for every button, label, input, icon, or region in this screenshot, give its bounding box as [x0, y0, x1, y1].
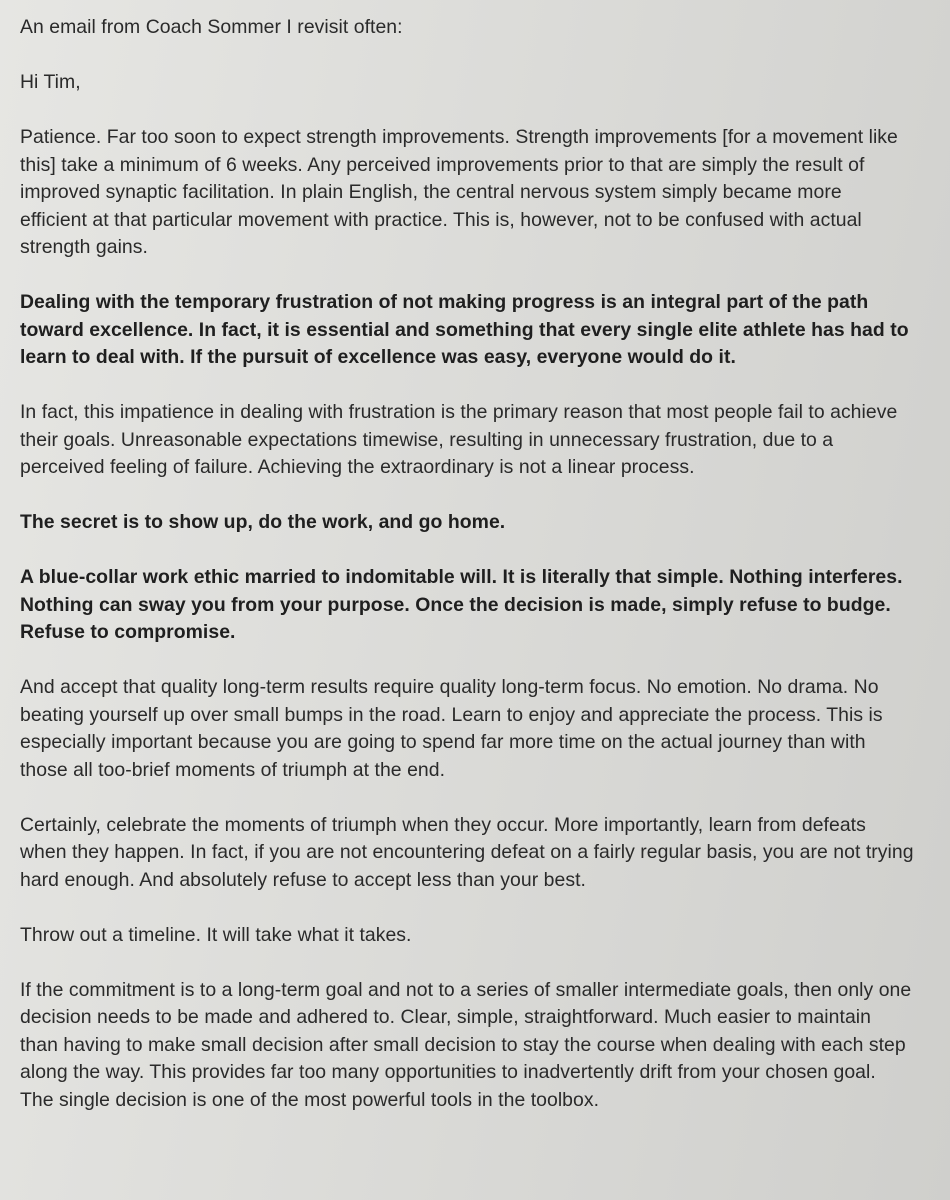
paragraph-secret-bold: The secret is to show up, do the work, and go home. — [20, 511, 506, 533]
paragraph-work-ethic-bold: A blue-collar work ethic married to indomitable will. It is literally that simple. Nothing interferes. Nothing can sway you from your purpose. Once the decision is made, simply refuse to budge. Refuse to compromise. — [20, 566, 903, 643]
paragraph-frustration-bold: Dealing with the temporary frustration of not making progress is an integral part of the path toward excellence. In fact, it is essential and something that every single elite athlete has had to learn to deal with. If the pursuit of excellence was easy, everyone would do it. — [20, 291, 909, 368]
paragraph-impatience: In fact, this impatience in dealing with frustration is the primary reason that most people fail to achieve their goals. Unreasonable expectations timewise, resulting in unnecessary frustration, due to a perceived feeling of failure. Achieving the extraordinary is not a linear process. — [20, 401, 898, 478]
paragraph-commitment: If the commitment is to a long-term goal and not to a series of smaller intermediate goals, then only one decision needs to be made and adhered to. Clear, simple, straightforward. Much easier to maintain than having to make small decision after small decision to stay the course when dealing with each step along the way. This provides far too many opportunities to inadvertently drift from your chosen goal. The single decision is one of the most powerful tools in the toolbox. — [20, 978, 912, 1111]
intro-line: An email from Coach Sommer I revisit often: — [20, 16, 403, 38]
paragraph-celebrate: Certainly, celebrate the moments of triumph when they occur. More importantly, learn from defeats when they happen. In fact, if you are not encountering defeat on a fairly regular basis, you are not trying hard enough. And absolutely refuse to accept less than your best. — [20, 813, 914, 891]
paragraph-long-term-focus: And accept that quality long-term results require quality long-term focus. No emotion. No drama. No beating yourself up over small bumps in the road. Learn to enjoy and appreciate the process. This is especially important because you are going to spend far more time on the actual journey than with those all too-brief moments of triumph at the end. — [20, 676, 883, 781]
paragraph-timeline: Throw out a timeline. It will take what it takes. — [20, 923, 412, 946]
paragraph-patience: Patience. Far too soon to expect strength improvements. Strength improvements [for a movement like this] take a minimum of 6 weeks. Any perceived improvements prior to that are simply the result of improved synaptic facilitation. In plain English, the central nervous system simply became more efficient at that particular movement with practice. This is, however, not to be confused with actual strength gains. — [20, 126, 898, 258]
greeting: Hi Tim, — [20, 71, 81, 93]
